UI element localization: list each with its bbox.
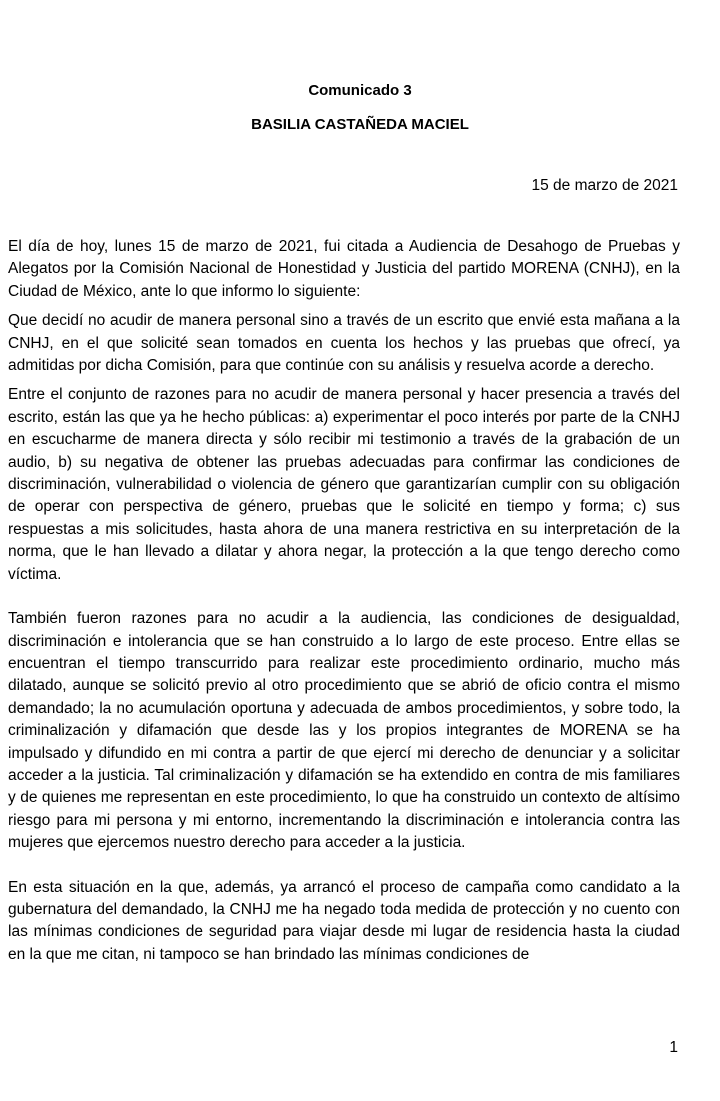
paragraph: Entre el conjunto de razones para no acudir de manera personal y hacer presencia a través del escrito, están las que ya he hecho públicas: a) experimentar el poco interés por parte de la CNHJ en escucharme de manera directa y sólo recibir mi testimonio a través de la grabación de un audio, b) su negativa de obtener las pruebas adecuadas para confirmar las condiciones de discriminación, vulnerabilidad o violencia de género que garantizarían cumplir con su obligación de operar con perspectiva de género, pruebas que le solicité en tiempo y forma; c) sus respuestas a mis solicitudes, hasta ahora de una manera restrictiva en su interpretación de la norma, que le han llevado a dilatar y ahora negar, la protección a la que tengo derecho como víctima. bbox=[8, 386, 680, 583]
paragraph: Que decidí no acudir de manera personal sino a través de un escrito que envié esta mañana a la CNHJ, en el que solicité sean tomados en cuenta los hechos y las pruebas que ofrecí, ya admitidas por dicha Comisión, para que continúe con su análisis y resuelva acorde a derecho. bbox=[8, 312, 680, 375]
document-body bbox=[8, 236, 680, 966]
author-name: BASILIA CASTAÑEDA MACIEL bbox=[251, 116, 469, 133]
document-title: Comunicado 3 bbox=[308, 82, 412, 99]
paragraph: El día de hoy, lunes 15 de marzo de 2021, fui citada a Audiencia de Desahogo de Pruebas y Alegatos por la Comisión Nacional de Honestidad y Justicia del partido MORENA (CNHJ), en la Ciudad de México, ante lo que informo lo siguiente: bbox=[8, 238, 680, 300]
paragraph: En esta situación en la que, además, ya arrancó el proceso de campaña como candidato a la gubernatura del demandado, la CNHJ me ha negado toda medida de protección y no cuento con las mínimas condiciones de seguridad para viajar desde mi lugar de residencia hasta la ciudad en la que me citan, ni tampoco se han brindado las mínimas condiciones de bbox=[8, 878, 680, 963]
paragraph: También fueron razones para no acudir a la audiencia, las condiciones de desigualdad, discriminación e intolerancia que se han construido a lo largo de este proceso. Entre ellas se encuentran el tiempo transcurrido para realizar este procedimiento ordinario, mucho más dilatado, aunque se solicitó previo al otro procedimiento que se abrió de oficio contra el mismo demandado; la no acumulación oportuna y adecuada de ambos procedimientos, y sobre todo, la criminalización y difamación que desde las y los propios integrantes de MORENA se ha impulsado y difundido en mi contra a partir de que ejercí mi derecho de denunciar y a solicitar acceder a la justicia. Tal criminalización y difamación se ha extendido en contra de mis familiares y de quienes me representan en este procedimiento, lo que ha construido un contexto de altísimo riesgo para mi persona y mi entorno, incrementando la discriminación e intolerancia contra las mujeres que ejercemos nuestro derecho para acceder a la justicia. bbox=[8, 610, 680, 852]
document-date: 15 de marzo de 2021 bbox=[531, 177, 678, 194]
page-number: 1 bbox=[669, 1039, 678, 1056]
